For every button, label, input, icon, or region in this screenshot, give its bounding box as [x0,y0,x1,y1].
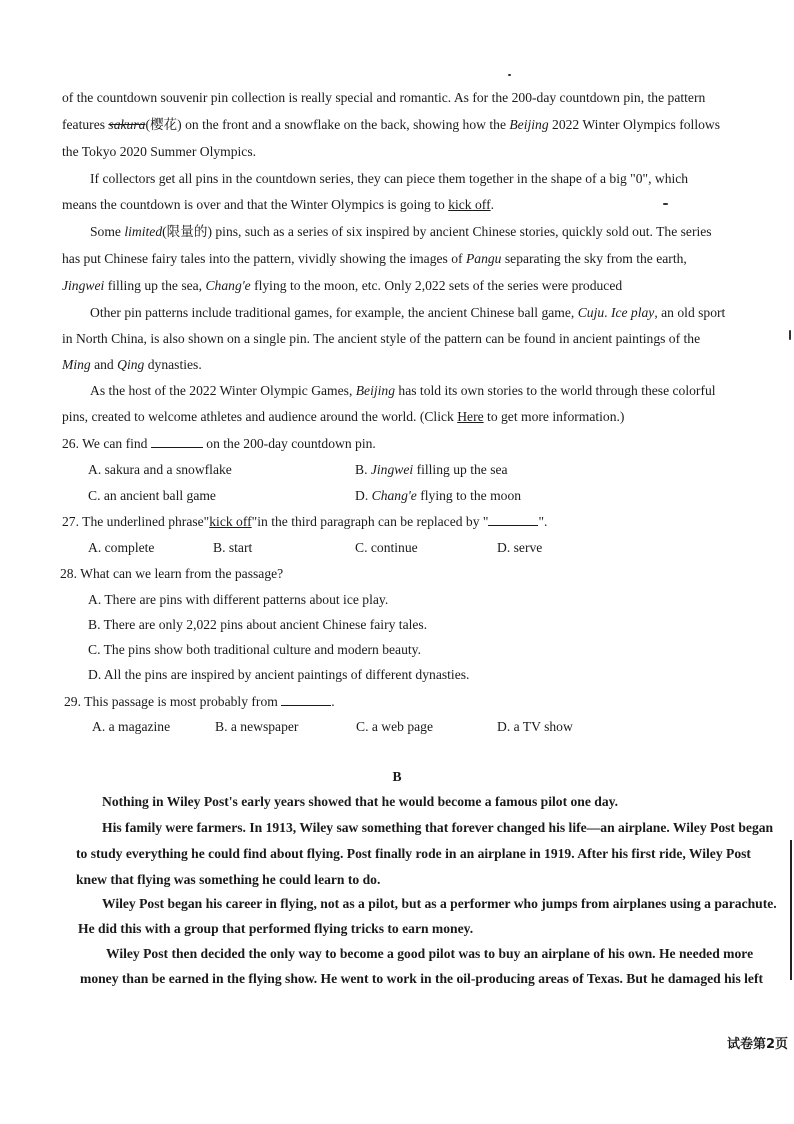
scan-speck [508,74,511,76]
text: on the front and a snowflake on the back, showing how the [181,117,510,132]
text: to get more information.) [483,409,625,424]
q26-option-d[interactable] [355,487,521,505]
passage-b-p4-line2 [80,970,763,988]
text: . [490,197,495,212]
answer-blank[interactable] [151,435,203,448]
q27-option-b[interactable] [213,539,252,557]
question-29-stem [64,693,335,711]
text: 2022 Winter Olympics follows [548,117,721,132]
text: Other pin patterns include traditional games, for example, the ancient Chinese ball game, [90,305,578,320]
text: (限量的) pins, such as a series of six inspired by ancient Chinese stories, quickly sold out. The series [162,224,712,239]
passage-a-p5-line1 [90,382,716,400]
text: the Tokyo 2020 Summer Olympics. [62,144,257,159]
text: 28. What can we learn from the passage? [60,566,284,581]
q27-option-d[interactable] [497,539,542,557]
text: in North China, is also shown on a single pin. The ancient style of the pattern can be found in ancient paintings of the [62,331,701,346]
scan-speck [663,203,668,205]
passage-a-p2-line1 [90,170,688,188]
answer-blank[interactable] [488,513,538,526]
passage-a-p4-line1 [90,304,725,322]
text: Wiley Post began his career in flying, not as a pilot, but as a performer who jumps from airplanes using a parachute. [102,896,777,911]
passage-a-p3-line3 [62,277,622,295]
text: money than be earned in the flying show. He went to work in the oil-producing areas of Texas. But he damaged his left [80,971,764,986]
text: pins, created to welcome athletes and audience around the world. (Click [62,409,458,424]
text: . [331,694,335,709]
passage-b-p2-line2 [76,845,751,863]
text: 26. We can find [62,436,151,451]
pangu-word: Pangu [465,251,502,266]
passage-b-p2-line1 [102,819,773,837]
text: separating the sky from the earth, [501,251,687,266]
passage-a-p1-line1 [62,89,705,107]
page-number-label: 试卷第2页 [726,1037,788,1052]
text: ". [538,514,548,529]
passage-b-p3-line2 [78,920,473,938]
q29-option-b[interactable] [215,718,298,736]
text: knew that flying was something he could learn to do. [76,872,381,887]
text: of the countdown souvenir pin collection is really special and romantic. As for the 200-day countdown pin, the pattern [62,90,706,105]
kick-off-underlined: kick off [209,514,252,529]
text: Jingwei [370,462,414,477]
text: features [62,117,109,132]
kick-off-underlined: kick off [448,197,491,212]
text: C. a web page [356,719,434,734]
here-link[interactable]: Here [457,409,484,424]
text: Nothing in Wiley Post's early years showed that he would become a famous pilot one day. [102,794,619,809]
text: flying to the moon [416,488,522,503]
q28-option-a[interactable] [88,591,388,609]
text: D. All the pins are inspired by ancient paintings of different dynasties. [88,667,470,682]
text: A. complete [88,540,155,555]
text: . [604,305,611,320]
text: filling up the sea, [104,278,206,293]
passage-a-p5-line2 [62,408,624,426]
text: and [90,357,118,372]
passage-a-p4-line3 [62,356,202,374]
passage-a-p3-line1 [90,223,712,241]
text: C. continue [355,540,418,555]
text: C. an ancient ball game [88,488,216,503]
text: flying to the moon, etc. Only 2,022 sets of the series were produced [250,278,623,293]
passage-a-p2-line2 [62,196,494,214]
text: B. There are only 2,022 pins about ancient Chinese fairy tales. [88,617,428,632]
text: A. There are pins with different patterns about ice play. [88,592,389,607]
ming-word: Ming [62,357,91,372]
q26-option-c[interactable] [88,487,216,505]
text: C. The pins show both traditional culture and modern beauty. [88,642,421,657]
question-27-stem [62,513,547,531]
question-26-stem [62,435,376,453]
sakura-word: sakura [108,117,146,132]
text: , an old sport [654,305,726,320]
passage-b-p1 [102,793,618,811]
text: Wiley Post then decided the only way to become a good pilot was to buy an airplane of his own. He needed more [106,946,754,961]
q28-option-d[interactable] [88,666,469,684]
scan-speck [789,330,791,340]
text: 29. This passage is most probably from [64,694,282,709]
text: B. start [213,540,253,555]
text: has put Chinese fairy tales into the pattern, vividly showing the images of [62,251,466,266]
text: dynasties. [144,357,202,372]
text: Chang'e [371,488,417,503]
q27-option-c[interactable] [355,539,418,557]
passage-a-p1-line2 [62,116,720,134]
text: B. [355,462,371,477]
text: As the host of the 2022 Winter Olympic Games, [90,383,356,398]
ice-play-word: Ice play [610,305,655,320]
change-word: Chang'e [205,278,251,293]
text: He did this with a group that performed flying tricks to earn money. [78,921,474,936]
text: has told its own stories to the world through these colorful [395,383,716,398]
text: His family were farmers. In 1913, Wiley saw something that forever changed his life—an airplane. Wiley Post began [102,820,774,835]
text: If collectors get all pins in the countdown series, they can piece them together in the shape of a big "0", which [90,171,689,186]
q27-option-a[interactable] [88,539,154,557]
text: B. a newspaper [215,719,299,734]
text: 27. The underlined phrase" [62,514,210,529]
cuju-word: Cuju [577,305,605,320]
qing-word: Qing [117,357,145,372]
q29-option-a[interactable] [92,718,170,736]
question-28-stem [60,565,283,583]
passage-b-p2-line3 [76,871,380,889]
text: D. serve [497,540,543,555]
answer-blank[interactable] [281,693,331,706]
text: D. [355,488,372,503]
text: A. sakura and a snowflake [88,462,232,477]
q29-option-c[interactable] [356,718,433,736]
q26-option-a[interactable] [88,461,232,479]
text: (樱花) [145,117,182,132]
q29-option-d[interactable] [497,718,573,736]
passage-a-p1-line3 [62,143,256,161]
text: filling up the sea [413,462,508,477]
text: to study everything he could find about flying. Post finally rode in an airplane in 1919. After his first ride, Wiley Post [76,846,751,861]
text: on the 200-day countdown pin. [202,436,376,451]
passage-a-p3-line2 [62,250,687,268]
passage-b-p4-line1 [106,945,753,963]
beijing-word: Beijing [509,117,549,132]
text: A. a magazine [92,719,171,734]
section-b-heading: B [392,769,402,784]
text: D. a TV show [497,719,573,734]
q28-option-c[interactable] [88,641,421,659]
passage-a-p4-line2 [62,330,700,348]
q28-option-b[interactable] [88,616,427,634]
text: "in the third paragraph can be replaced by " [251,514,489,529]
q26-option-b[interactable] [355,461,508,479]
jingwei-word: Jingwei [62,278,105,293]
passage-b-p3-line1 [102,895,777,913]
limited-word: limited [124,224,163,239]
beijing-word: Beijing [355,383,396,398]
text: Some [90,224,125,239]
text: means the countdown is over and that the Winter Olympics is going to [62,197,449,212]
scan-edge-mark [790,840,792,980]
